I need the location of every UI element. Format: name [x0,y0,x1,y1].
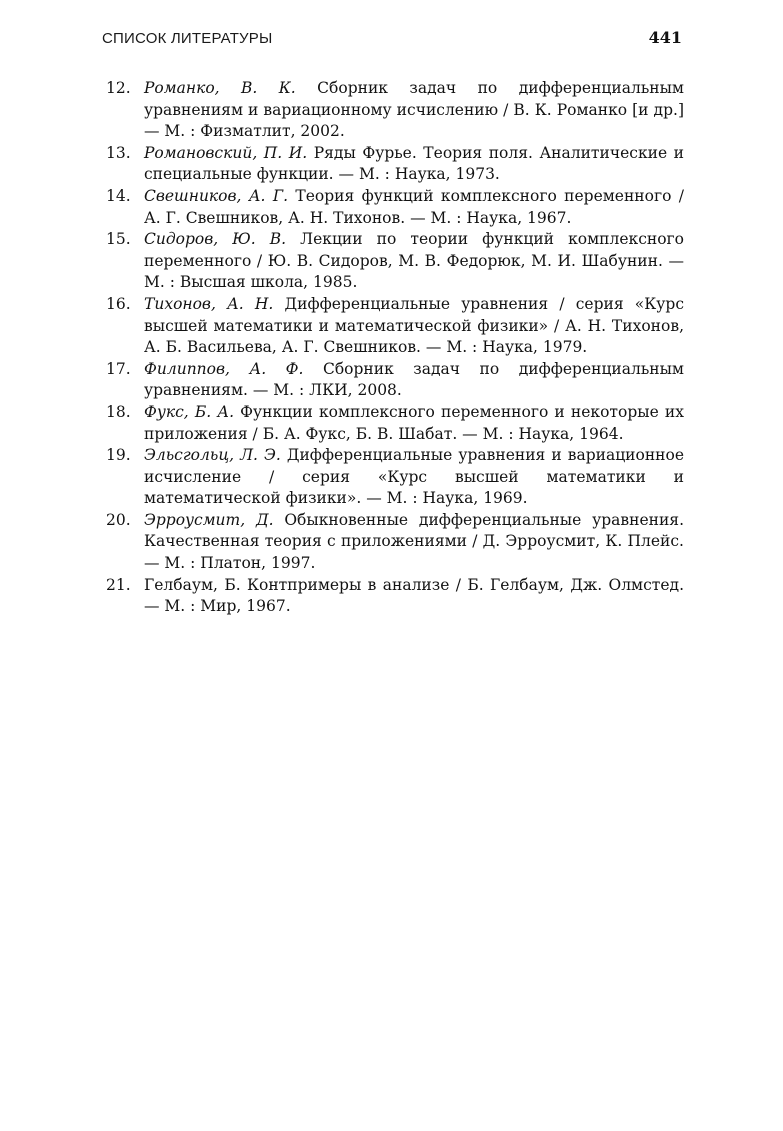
reference-number: 16. [106,294,131,313]
reference-number: 14. [106,186,131,205]
reference-text: Гелбаум, Б. Контпримеры в анализе / Б. Гелбаум, Дж. Олмстед. — М. : Мир, 1967. [144,575,684,616]
reference-text: Функции комплексного переменного и некоторые их приложения / Б. А. Фукс, Б. В. Шабат. — М. : Наука, 1964. [144,402,684,443]
running-title: СПИСОК ЛИТЕРАТУРЫ [102,30,273,47]
reference-number: 19. [106,446,131,465]
reference-number: 12. [106,79,131,97]
reference-author: Тихонов, А. Н. [144,294,285,313]
reference-number: 20. [106,510,131,529]
reference-author: Фукс, Б. А. [144,402,241,421]
reference-text: Сборник задач по дифференциальным уравнениям. — М. : ЛКИ, 2008. [144,359,684,400]
reference-text: Дифференциальные уравнения и вариационное исчисление / серия «Курс высшей математики и математической физики». — М. : Наука, 1969. [144,446,684,508]
reference-item [106,402,684,445]
reference-author: Романко, В. К. [144,79,318,97]
reference-item [106,143,684,186]
reference-number: 13. [106,143,131,162]
reference-item [106,575,684,618]
reference-item [106,229,684,294]
reference-author: Эльсгольц, Л. Э. [144,446,287,465]
reference-author: Эрроусмит, Д. [144,510,285,529]
reference-number: 15. [106,230,131,249]
reference-item [106,510,684,575]
reference-item [106,78,684,143]
reference-author: Филиппов, А. Ф. [144,359,323,378]
reference-number: 21. [106,575,131,594]
reference-text: Обыкновенные дифференциальные уравнения. Качественная теория с приложениями / Д. Эрроусмит, К. Плейс. — М. : Платон, 1997. [144,510,684,573]
reference-author: Сидоров, Ю. В. [144,230,301,249]
reference-item [106,294,684,359]
reference-author: Романовский, П. И. [144,143,314,162]
reference-text: Сборник задач по дифференциальным уравнениям и вариационному исчислению / В. К. Романко [и др.] — М. : Физматлит, 2002. [144,79,684,141]
reference-list [106,78,684,618]
reference-number: 18. [106,402,131,421]
reference-text: Ряды Фурье. Теория поля. Аналитические и специальные функции. — М. : Наука, 1973. [144,143,684,184]
reference-item [106,445,684,510]
reference-item [106,186,684,229]
reference-text: Дифференциальные уравнения / серия «Курс высшей математики и математической физики» / А. Н. Тихонов, А. Б. Васильева, А. Г. Свешников. — М. : Наука, 1979. [144,294,684,357]
reference-author: Свешников, А. Г. [144,186,296,205]
page-number: 441 [648,28,682,47]
reference-text: Лекции по теории функций комплексного переменного / Ю. В. Сидоров, М. В. Федорюк, М. И. Шабунин. — М. : Высшая школа, 1985. [144,230,684,292]
running-header [102,28,682,50]
reference-number: 17. [106,359,131,378]
reference-item [106,359,684,402]
reference-text: Теория функций комплексного переменного / А. Г. Свешников, А. Н. Тихонов. — М. : Наука, 1967. [144,186,684,227]
